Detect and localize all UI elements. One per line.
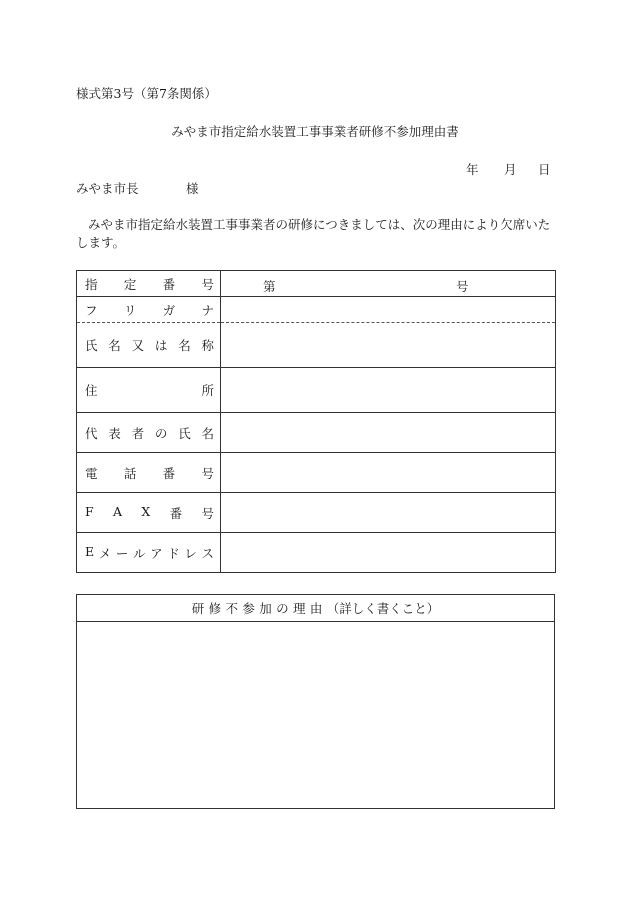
reason-header [77, 595, 554, 622]
month-label: 月 [504, 162, 517, 177]
phone-field[interactable] [221, 453, 556, 493]
email-field[interactable] [221, 533, 556, 573]
furigana-label: フ リ ガ ナ [77, 297, 221, 323]
name-label: 氏 名 又 は 名 称 [77, 323, 221, 368]
row-address [77, 368, 556, 413]
row-designation-number [77, 271, 556, 297]
designation-number-field[interactable] [221, 271, 556, 297]
row-name [77, 323, 556, 368]
addressee [76, 179, 199, 197]
representative-label: 代 表 者 の 氏 名 [77, 413, 221, 453]
applicant-info-table [76, 270, 556, 573]
reason-field[interactable] [77, 622, 554, 808]
year-label: 年 [466, 162, 479, 177]
name-field[interactable] [221, 323, 556, 368]
reason-note: （詳しく書くこと） [326, 601, 440, 616]
fax-field[interactable] [221, 493, 556, 533]
furigana-field[interactable] [221, 297, 556, 323]
row-fax [77, 493, 556, 533]
address-field[interactable] [221, 368, 556, 413]
phone-label: 電 話 番 号 [77, 453, 221, 493]
email-label: E メ ー ル ア ド レ ス [77, 533, 221, 573]
fax-label: F A X 番 号 [77, 493, 221, 533]
designation-number-label: 指 定 番 号 [77, 271, 221, 297]
row-representative [77, 413, 556, 453]
reason-heading: 研修不参加の理由 [191, 601, 327, 616]
address-label: 住 所 [77, 368, 221, 413]
document-title: みやま市指定給水装置工事事業者研修不参加理由書 [171, 124, 459, 139]
representative-field[interactable] [221, 413, 556, 453]
addressee-honorific: 様 [186, 181, 199, 196]
row-furigana [77, 297, 556, 323]
body-text: みやま市指定給水装置工事事業者の研修につきましては、次の理由により欠席いたします。 [76, 217, 551, 250]
form-number: 様式第3号（第7条関係） [76, 86, 217, 101]
designation-prefix: 第 [263, 279, 276, 294]
day-label: 日 [538, 162, 551, 177]
reason-box [76, 594, 555, 809]
designation-suffix: 号 [456, 279, 469, 294]
addressee-name: みやま市長 [76, 181, 139, 196]
row-phone [77, 453, 556, 493]
row-email [77, 533, 556, 573]
